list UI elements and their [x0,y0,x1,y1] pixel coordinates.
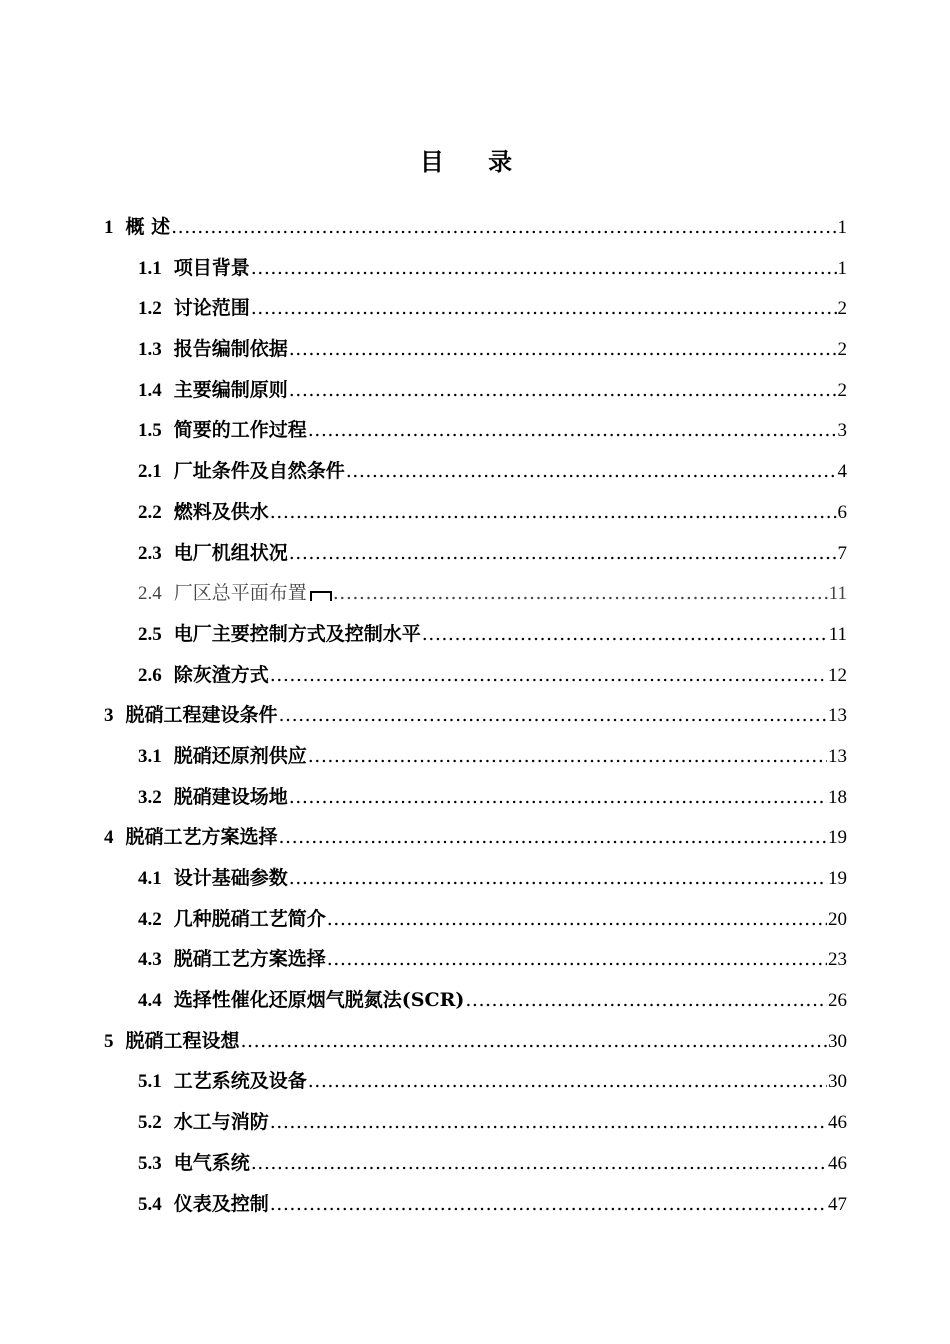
toc-entry[interactable] [104,1143,847,1184]
toc-entry-number: 5.4 [138,1193,162,1215]
toc-entry-number: 4 [104,827,114,849]
toc-entry-page-number: 13 [828,705,847,727]
toc-leader-dots [289,858,827,899]
toc-entry-page-number: 2 [837,379,847,401]
toc-leader-dots [289,329,837,370]
toc-leader-dots [465,980,827,1021]
toc-entry[interactable] [104,288,847,329]
toc-entry[interactable] [104,858,847,899]
toc-entry[interactable] [104,248,847,289]
toc-entry[interactable] [104,1021,847,1062]
page-title: 目 录 [419,147,531,176]
toc-entry[interactable] [104,980,847,1021]
toc-entry[interactable] [104,1102,847,1143]
toc-entry-label: 报告编制依据 [173,338,288,361]
toc-entry-label: 厂区总平面布置 [173,582,307,605]
toc-entry-page-number: 30 [828,1071,847,1093]
toc-entry-label: 简要的工作过程 [173,419,307,442]
toc-entry-label: 脱硝工程建设条件 [125,704,278,727]
toc-entry-number: 1.1 [138,257,162,279]
toc-entry-number: 3.2 [138,786,162,808]
toc-entry-number: 5 [104,1030,114,1052]
toc-entry[interactable] [104,410,847,451]
toc-entry-number: 1.4 [138,379,162,401]
toc-entry-number: 1.5 [138,420,162,442]
toc-leader-dots [279,817,827,858]
toc-leader-dots [422,614,828,655]
toc-entry[interactable] [104,817,847,858]
toc-entry-label: 脱硝建设场地 [173,785,288,808]
toc-entry[interactable] [104,492,847,533]
toc-entry-page-number: 3 [837,420,847,442]
toc-entry-page-number: 19 [828,827,847,849]
toc-leader-dots [270,492,837,533]
toc-entry-number: 2.1 [138,461,162,483]
toc-entry-number: 4.2 [138,908,162,930]
toc-entry[interactable] [104,329,847,370]
toc-leader-dots [327,939,827,980]
toc-entry-number: 2.6 [138,664,162,686]
toc-entry-page-number: 7 [837,542,847,564]
toc-entry-label: 仪表及控制 [173,1192,269,1215]
toc-leader-dots [171,207,836,248]
toc-entry-label: 选择性催化还原烟气脱氮法(SCR) [173,989,465,1012]
toc-entry-label: 主要编制原则 [173,378,288,401]
toc-leader-dots [308,736,827,777]
toc-entry-page-number: 26 [828,990,847,1012]
toc-entry-number: 4.1 [138,868,162,889]
toc-entry-label: 除灰渣方式 [173,663,269,686]
toc-entry-page-number: 12 [828,664,847,686]
toc-entry[interactable] [104,777,847,818]
toc-entry[interactable] [104,899,847,940]
toc-entry-number: 2.2 [138,501,162,523]
toc-entry[interactable] [104,370,847,411]
toc-entry-number: 1.3 [138,339,162,361]
toc-entry[interactable] [104,736,847,777]
toc-entry-label: 几种脱硝工艺简介 [173,907,326,930]
toc-entry[interactable] [104,573,847,614]
toc-entry-label: 脱硝工艺方案选择 [173,948,326,971]
toc-entry-page-number: 1 [837,257,847,279]
toc-entry[interactable] [104,1061,847,1102]
toc-entry-number: 5.1 [138,1071,162,1093]
toc-leader-dots [346,451,837,492]
toc-entry-number: 5.2 [138,1112,162,1134]
toc-leader-dots [289,777,827,818]
toc-leader-dots [327,899,827,940]
toc-entry-page-number: 18 [828,786,847,808]
toc-entry-number: 4.4 [138,990,162,1012]
toc-entry-label: 水工与消防 [173,1111,269,1134]
toc-leader-dots [251,288,837,329]
toc-entry-page-number: 23 [828,949,847,971]
table-of-contents [104,207,847,1224]
toc-entry-number: 2.4 [138,583,162,605]
toc-entry-page-number: 2 [837,339,847,361]
toc-entry-page-number: 4 [837,461,847,483]
toc-entry-label: 设计基础参数 [173,867,288,889]
toc-entry-page-number: 13 [828,745,847,767]
toc-entry-page-number: 11 [828,623,847,645]
toc-leader-dots [251,1143,827,1184]
toc-entry-label: 讨论范围 [173,297,250,320]
toc-entry[interactable] [104,207,847,248]
toc-entry-number: 2.5 [138,623,162,645]
toc-entry[interactable] [104,1184,847,1225]
toc-entry[interactable] [104,533,847,574]
toc-entry-label: 概 述 [125,216,171,238]
toc-entry[interactable] [104,695,847,736]
toc-entry-page-number: 11 [828,583,847,605]
toc-entry-page-number: 6 [837,501,847,523]
toc-entry-page-number: 1 [837,217,847,238]
toc-leader-dots [251,248,837,289]
toc-entry-label: 电厂主要控制方式及控制水平 [173,622,421,645]
toc-leader-dots [289,533,837,574]
toc-entry-page-number: 47 [828,1193,847,1215]
toc-leader-dots [308,410,837,451]
toc-leader-dots [289,370,837,411]
toc-entry-page-number: 19 [828,868,847,889]
toc-leader-dots [308,1061,827,1102]
toc-leader-dots [270,1102,827,1143]
toc-entry[interactable] [104,614,847,655]
toc-entry-number: 1.2 [138,298,162,320]
toc-leader-dots [270,655,827,696]
toc-leader-dots [279,695,827,736]
toc-entry-label: 电气系统 [173,1151,250,1174]
toc-entry-number: 2.3 [138,542,162,564]
toc-entry[interactable] [104,939,847,980]
toc-entry-label: 脱硝工程设想 [125,1029,240,1052]
toc-entry-label: 项目背景 [173,256,250,279]
toc-entry-label: 工艺系统及设备 [173,1070,307,1093]
toc-entry-number: 5.3 [138,1152,162,1174]
toc-leader-dots [333,573,828,614]
toc-entry-label: 厂址条件及自然条件 [173,460,345,483]
toc-entry-label: 燃料及供水 [173,500,269,523]
toc-entry-page-number: 30 [828,1030,847,1052]
toc-entry-label: 电厂机组状况 [173,541,288,564]
toc-entry-number: 1 [104,217,114,238]
toc-leader-dots [270,1184,827,1225]
toc-entry[interactable] [104,451,847,492]
toc-entry-number: 3 [104,705,114,727]
toc-entry[interactable] [104,655,847,696]
toc-entry-label: 脱硝还原剂供应 [173,744,307,767]
toc-entry-page-number: 20 [828,908,847,930]
toc-entry-number: 4.3 [138,949,162,971]
toc-entry-label: 脱硝工艺方案选择 [125,826,278,849]
toc-entry-page-number: 46 [828,1112,847,1134]
toc-entry-number: 3.1 [138,745,162,767]
field-marker-icon [310,591,332,601]
toc-leader-dots [241,1021,827,1062]
toc-entry-page-number: 2 [837,298,847,320]
toc-entry-page-number: 46 [828,1152,847,1174]
